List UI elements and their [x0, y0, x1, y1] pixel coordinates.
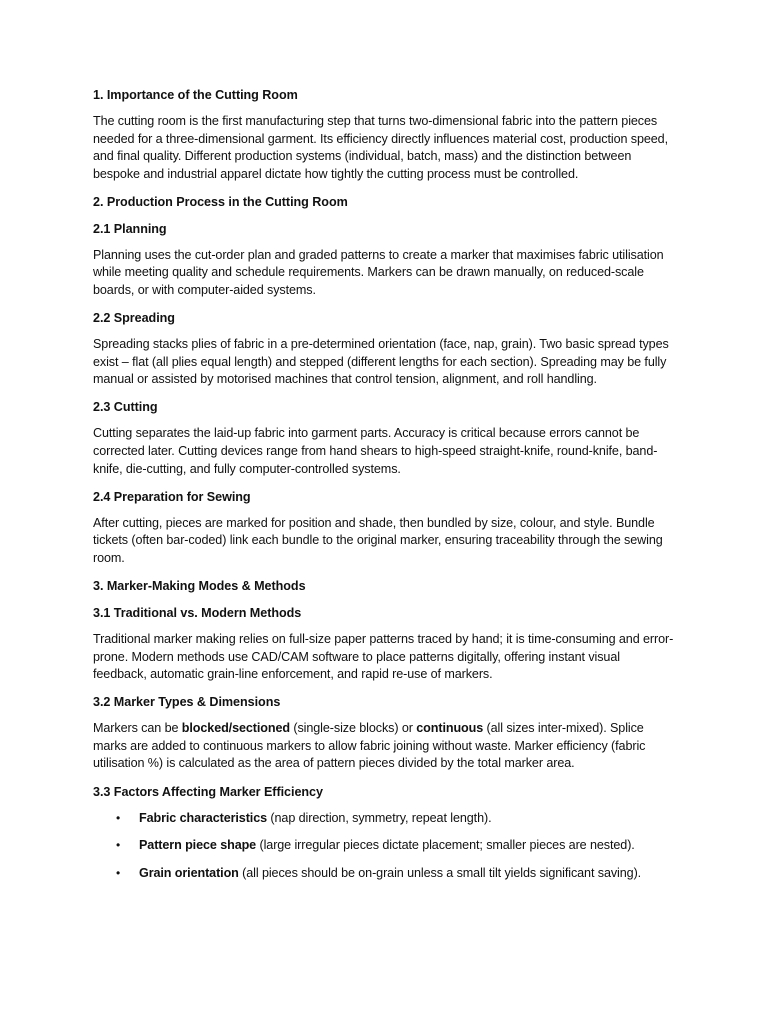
- heading-marker-making: 3. Marker-Making Modes & Methods: [93, 579, 306, 593]
- paragraph-marker-types: [93, 720, 676, 773]
- list-item-text: (nap direction, symmetry, repeat length).: [267, 810, 492, 825]
- heading-traditional-vs-modern: 3.1 Traditional vs. Modern Methods: [93, 606, 302, 620]
- marker-types-text-3: (all sizes inter-mixed). Splice marks are added to continuous markers to allow fabric joining without waste. Marker efficiency (fabric utilisation %) is calculated as the area of pattern pieces divided by the total marker area.: [93, 721, 646, 771]
- marker-types-bold-blocked: blocked/sectioned: [181, 721, 290, 736]
- paragraph-spreading: Spreading stacks plies of fabric in a pre-determined orientation (face, nap, grain). Two basic spread types exist – flat (all plies equal length) and stepped (different lengths for each section). Spreading may be fully manual or assisted by motorised machines that control tension, alignment, and roll handling.: [93, 337, 669, 387]
- marker-types-text-2: (single-size blocks) or: [289, 721, 417, 736]
- heading-cutting: 2.3 Cutting: [93, 400, 158, 415]
- list-item-bold: Pattern piece shape: [139, 838, 257, 853]
- bullet-icon: •: [116, 865, 121, 880]
- bullet-icon: •: [116, 810, 121, 825]
- heading-spreading: 2.2 Spreading: [93, 311, 175, 326]
- heading-importance: 1. Importance of the Cutting Room: [93, 88, 298, 102]
- list-item-bold: Grain orientation: [139, 865, 239, 880]
- marker-types-bold-continuous: continuous: [416, 721, 484, 736]
- list-item-text: (all pieces should be on-grain unless a small tilt yields significant saving).: [238, 865, 642, 880]
- list-item-bold: Fabric characteristics: [139, 810, 268, 825]
- heading-marker-types: 3.2 Marker Types & Dimensions: [93, 695, 281, 710]
- efficiency-factor-list: [93, 810, 676, 883]
- list-item: [93, 865, 676, 883]
- heading-production-process: 2. Production Process in the Cutting Room: [93, 194, 348, 209]
- paragraph-preparation-for-sewing: After cutting, pieces are marked for position and shade, then bundled by size, colour, and style. Bundle tickets (often bar-coded) link each bundle to the original marker, ensuring traceability through the sewing room.: [93, 515, 663, 565]
- heading-marker-efficiency: 3.3 Factors Affecting Marker Efficiency: [93, 784, 323, 799]
- paragraph-importance: The cutting room is the first manufacturing step that turns two-dimensional fabric into the pattern pieces needed for a three-dimensional garment. Its efficiency directly influences material cost, production speed, and final quality. Different production systems (individual, batch, mass) and the distinction between bespoke and industrial apparel dictate how tightly the cutting process must be controlled.: [93, 114, 668, 181]
- bullet-icon: •: [116, 838, 121, 853]
- list-item-text: (large irregular pieces dictate placement; smaller pieces are nested).: [256, 838, 635, 853]
- marker-types-text-1: Markers can be: [93, 721, 182, 736]
- heading-planning: 2.1 Planning: [93, 221, 167, 236]
- paragraph-planning: Planning uses the cut-order plan and graded patterns to create a marker that maximises fabric utilisation while meeting quality and schedule requirements. Markers can be drawn manually, on reduced-scale boards, or with computer-aided systems.: [93, 247, 664, 298]
- list-item: [93, 810, 676, 828]
- list-item: [93, 837, 676, 855]
- heading-preparation-for-sewing: 2.4 Preparation for Sewing: [93, 489, 251, 504]
- paragraph-cutting: Cutting separates the laid-up fabric into garment parts. Accuracy is critical because errors cannot be corrected later. Cutting devices range from hand shears to high-speed straight-knife, round-knife, band-knife, die-cutting, and fully computer-controlled systems.: [93, 426, 658, 476]
- paragraph-traditional-vs-modern: Traditional marker making relies on full-size paper patterns traced by hand; it is time-consuming and error-prone. Modern methods use CAD/CAM software to place patterns digitally, offering instant visual feedback, automatic grain-line enforcement, and rapid re-use of markers.: [93, 632, 674, 682]
